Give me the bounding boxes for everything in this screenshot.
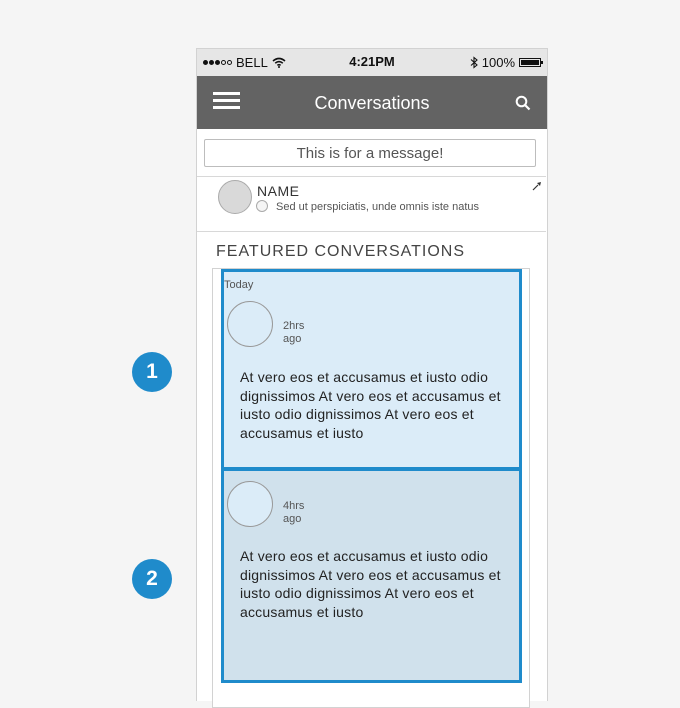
conversation-card-1[interactable] — [221, 269, 522, 470]
timestamp: 4hrs ago — [283, 500, 305, 525]
annotation-marker-2: 2 — [132, 559, 172, 599]
day-label: Today — [224, 279, 254, 291]
message-input[interactable] — [204, 139, 536, 167]
pin-icon[interactable] — [532, 181, 542, 191]
divider — [197, 231, 546, 232]
carrier-label: BELL — [236, 55, 268, 70]
divider — [197, 176, 546, 177]
battery-icon — [519, 58, 541, 67]
small-avatar — [256, 200, 268, 212]
contact-name: NAME — [257, 183, 300, 199]
conversation-card-2[interactable] — [221, 468, 522, 683]
bluetooth-icon — [470, 56, 478, 69]
avatar — [227, 301, 273, 347]
nav-bar — [197, 76, 547, 129]
battery-percent: 100% — [481, 55, 515, 70]
search-icon[interactable] — [515, 95, 531, 111]
status-time: 4:21PM — [349, 54, 395, 69]
status-right — [470, 55, 541, 70]
annotation-marker-1: 1 — [132, 352, 172, 392]
message-preview: At vero eos et accusamus et iusto odio dignissimos At vero eos et accusamus et iusto odio dignissimos At vero eos et accusamus et iusto — [240, 369, 501, 441]
contact-row[interactable] — [218, 180, 538, 220]
status-bar — [197, 49, 547, 76]
contact-subtitle: Sed ut perspiciatis, unde omnis iste natus — [276, 201, 480, 213]
timestamp: 2hrs ago — [283, 320, 305, 345]
section-title: FEATURED CONVERSATIONS — [216, 243, 465, 260]
avatar — [227, 481, 273, 527]
avatar — [218, 180, 252, 214]
message-preview: At vero eos et accusamus et iusto odio dignissimos At vero eos et accusamus et iusto odio dignissimos At vero eos et accusamus et iusto — [240, 548, 501, 620]
page-title: Conversations — [314, 93, 430, 113]
